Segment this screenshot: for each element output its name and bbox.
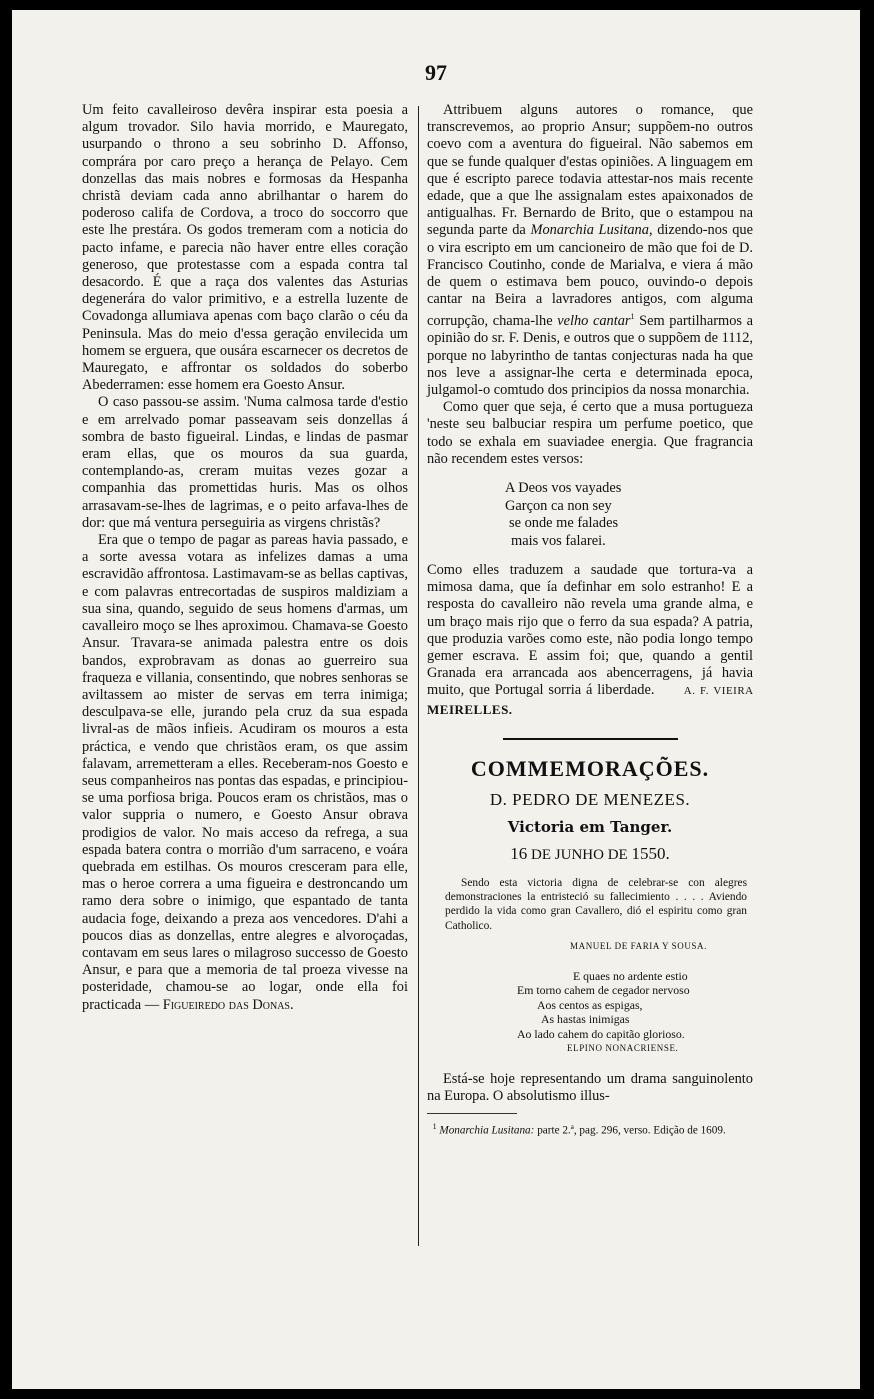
signature: Figueiredo das Donas. xyxy=(162,996,294,1013)
footnote-marker: 1 xyxy=(432,1122,437,1132)
verse-line: As hastas inimigas xyxy=(541,1012,630,1027)
epigraph-text: Sendo esta victoria digna de celebrar-se con alegres demonstraciones la entristeció su fallecimiento . . . . Aviendo perdido la vida como gran Cavallero, dió el espiritu como gran Catholico. xyxy=(445,876,747,932)
column-divider xyxy=(418,106,419,1246)
paragraph xyxy=(427,562,753,720)
poem-line: mais vos falarei. xyxy=(511,532,606,549)
footnote xyxy=(427,1120,753,1138)
paragraph xyxy=(427,102,753,399)
date-year: 1550. xyxy=(631,843,670,863)
verse-line: Em torno cahem de cegador nervoso xyxy=(517,983,690,998)
section-separator xyxy=(503,738,678,740)
section-name: D. PEDRO DE MENEZES. xyxy=(489,789,691,809)
signature-initials: A. F. VIEIRA xyxy=(683,685,754,698)
footnote-source: Monarchia Lusitana: xyxy=(439,1125,535,1138)
book-title: Monarchia Lusitana xyxy=(530,222,649,239)
paragraph-text: Como elles traduzem a saudade que tortura-va a mimosa dama, que ía definhar em solo estranho! E a resposta do cavalleiro não revela uma grande alma, e um braço mais rijo que o ferro da sua espada? A patria, que produzia varões como este, não podia longo tempo gemer escrava. E assim foi; que, quando a gentil Granada era arrancada aos abencerragens, já havia muito, que Portugal sorria á liberdade. xyxy=(427,562,753,699)
paragraph: Como quer que seja, é certo que a musa portugueza 'neste seu balbuciar respira um perfume poetico, que todo se exhala em suaviadee energia. Que fragrancia não recendem estes versos: xyxy=(427,399,753,467)
newspaper-page xyxy=(12,10,860,1389)
poem-line: se onde me falades xyxy=(509,515,619,532)
signature-name: MEIRELLES. xyxy=(427,701,513,717)
poem xyxy=(505,480,753,550)
paragraph: O caso passou-se assim. 'Numa calmosa tarde d'estio e em arrelvado pomar passeavam seis donzellas á sombra de basto figueiral. Lindas, e lindas de pasmar eram ellas, que os mouros da sua guarda, contemplando-as, creram muitas vezes gozar a companhia das promettidas huris. Mas os olhos arrasavam-se-lhes de lagrimas, e o peito arfava-lhes de dor: que má ventura perseguiria as virgens christãs? xyxy=(82,394,408,531)
epigraph-verse xyxy=(517,969,753,1041)
left-column xyxy=(82,102,408,1014)
paragraph-text: Attribuem alguns autores o romance, que transcrevemos, ao proprio Ansur; suppõem-no outros coevo com a aventura do figueiral. Não sabemos em que se funde qualquer d'estas opiniões. A linguagem em que é escripto parece todavia attestar-nos mais recente edade, que a que lhe assignalam estes apaixonados de antigualhas. Fr. Bernardo de Brito, que o estampou na segunda parte da xyxy=(427,102,753,239)
verse-line: Ao lado cahem do capitão glorioso. xyxy=(517,1026,685,1041)
paragraph: Um feito cavalleiroso devêra inspirar esta poesia a algum trovador. Silo havia morrido, e Mauregato, usurpando o throno a seu sobrinho D. Affonso, comprára por caro preço a herança de Pelayo. Cem donzellas das mais nobres e formosas da Hespanha christã deviam cada anno abrilhantar o harem do poderoso califa de Cordova, a troco do soccorro que este lhe prestára. Os godos tremeram com a noticia do pacto infame, e parecia não haver entre elles coração generoso, que protestasse com a espada contra tal desacordo. É que a raça dos valentes das Asturias degenerára do valor primitivo, e a estrella luzente de Covadonga allumiava apenas com baço clarão o céu da Peninsula. Mas do meio d'essa geração envilecida um homem se erguera, que ousára escarnecer os decretos de Mauregato, e affrontar os soldados do soberbo Abederramen: esse homem era Goesto Ansur. xyxy=(82,102,408,394)
paragraph: Está-se hoje representando um drama sanguinolento na Europa. O absolutismo illus- xyxy=(427,1070,753,1105)
footnote-text: parte 2.ª, pag. 296, verso. Edição de 1609. xyxy=(537,1125,726,1138)
section-date xyxy=(427,844,753,864)
verse-attribution: ELPINO NONACRIENSE. xyxy=(567,1042,679,1053)
poem-line: A Deos vos vayades xyxy=(505,480,622,497)
footnote-ref: 1 xyxy=(630,312,635,322)
right-column xyxy=(427,102,753,1138)
verse-line: Aos centos as espigas, xyxy=(537,997,643,1012)
paragraph-text: Sem partilharmos a opinião do sr. F. Denis, e outros que o suppõem de 1112, porque no labyrintho de tantas conjecturas nada ha que nos leve a assignar-lhe certa e determinada epoca, julgamol-o comtudo dos principios da nossa monarchia. xyxy=(427,313,753,399)
page-number: 97 xyxy=(425,60,447,85)
date-month: DE JUNHO DE xyxy=(531,846,628,863)
date-day: 16 xyxy=(510,843,528,863)
paragraph-text: Era que o tempo de pagar as pareas havia passado, e a sorte avessa votara as infelizes damas a uma escravidão affrontosa. Lastimavam-se as bellas captivas, e com palavras entrecortadas de suspiros maldiziam a sua sina, quando, seguido de seus homens d'armas, um cavalleiro moço se lhes aproximou. Chamava-se Goesto Ansur. Travara-se animada palestra entre os dois bandos, exprobravam as donas ao guerreiro sua fraqueza e villania, consentindo, que nobres senhoras se aviltassem ao mister de servas em terra inimiga; desculpava-se elle, jurando pela cruz da sua espada livral-as de mãos infieis. Acudiram os mouros a esta práctica, e vendo que christãos eram, os que assim falavam, arremetteram a elles. Receberam-nos Goesto e seus companheiros nas pontas das espadas, e principiou-se uma porfiosa briga. Poucos eram os christãos, mas o valor suppria o numero, e Goesto Ansur obrava prodigios de valor. No mais acceso da refrega, a sua espada batera contra o morrião d'um sarraceno, e voára quebrada em estilhas. Os mouros cresceram para elle, mas o heroe correra a uma figueira e destroncando um ramo dera sobre o inimigo, que espantado de tanta audacia foge, deixando a preza aos vencedores. D'ahi a poucos dias as donzellas, entre alegres e alvoroçadas, contavam em seus lares o milagroso successo de Goesto Ansur, e para que a memoria de tal proeza vivesse na posteridade, chamou-se ao logar, onde ella foi practicada — xyxy=(82,532,408,1013)
epigraph xyxy=(445,876,747,953)
section-title: COMMEMORAÇÕES. xyxy=(470,755,710,781)
paragraph xyxy=(82,532,408,1014)
paragraph-text: , dizendo-nos que o vira escripto em um cancioneiro de mão que foi de D. Francisco Coutinho, conde de Marialva, e viera á mão de quem o estimava bem pouco, ouvindo-o depois cantar na Beira a lavradores antigos, com alguma corrupção, chama-lhe xyxy=(427,222,753,330)
epigraph-attribution: MANUEL DE FARIA Y SOUSA. xyxy=(570,940,707,951)
section-subtitle: Victoria em Tanger. xyxy=(507,817,673,836)
poem-line: Garçon ca non sey xyxy=(505,497,612,514)
footnote-rule xyxy=(427,1113,517,1114)
verse-line: E quaes no ardente estio xyxy=(573,968,688,983)
quoted-term: velho cantar xyxy=(557,313,631,330)
